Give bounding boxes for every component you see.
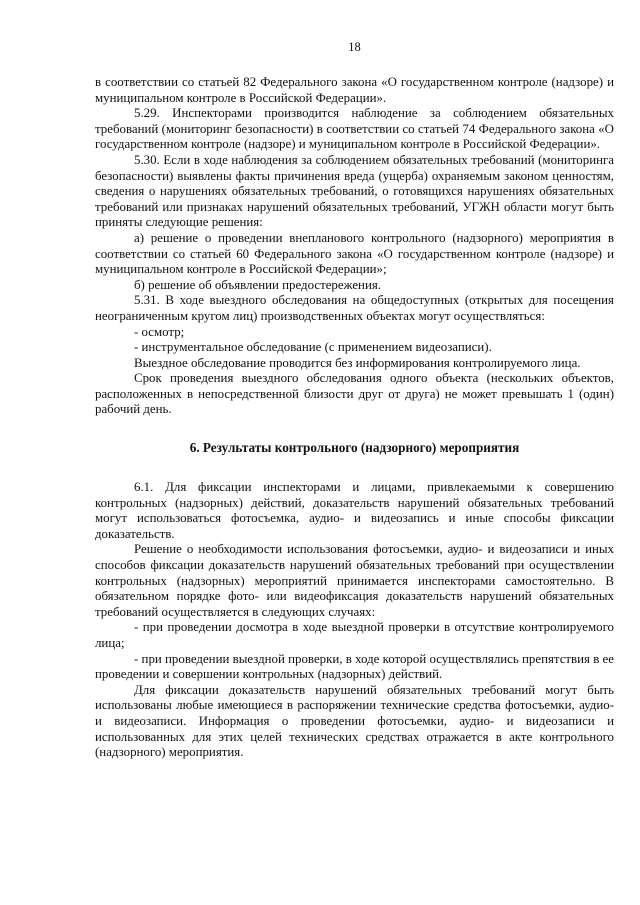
paragraph: Для фиксации доказательств нарушений обязательных требований могут быть использованы любые имеющиеся в распоряжении технические средства фотосъемки, аудио- и видеозаписи. Информация о проведении фотосъемки, аудио- и видеозаписи и использованных для этих целей технических средствах отражается в акте контрольного (надзорного) мероприятия. (95, 682, 614, 760)
paragraph: Решение о необходимости использования фотосъемки, аудио- и видеозаписи и иных способов фиксации доказательств нарушений обязательных требований при осуществлении контрольных (надзорных) мероприятий принимается инспекторами самостоятельно. В обязательном порядке фото- или видеофиксация доказательств нарушений обязательных требований осуществляется в следующих случаях: (95, 542, 614, 619)
list-item-instrumental: - инструментальное обследование (с применением видеозаписи). (134, 340, 492, 355)
paragraph-5-29: 5.29. Инспекторами производится наблюдение за соблюдением обязательных требований (мониторинг безопасности) в соответствии со статьей 74 Федерального закона «О государственном контроле (надзоре) и муниципальном контроле в Российской Федерации». (95, 106, 614, 152)
paragraph-5-30: 5.30. Если в ходе наблюдения за соблюдением обязательных требований (мониторинга безопасности) выявлены факты причинения вреда (ущерба) охраняемым законом ценностям, сведения о нарушениях обязательных требований, о готовящихся нарушениях обязательных требований или признаках нарушений обязательных требований, УГЖН области могут быть приняты следующие решения: (95, 152, 614, 230)
paragraph: Выездное обследование проводится без информирования контролируемого лица. (134, 355, 581, 370)
paragraph: в соответствии со статьей 82 Федерального закона «О государственном контроле (надзоре) и муниципальном контроле в Российской Федерации». (95, 75, 614, 105)
list-item-inspection: - осмотр; (134, 324, 185, 339)
body-after-section (95, 480, 614, 761)
body-before-section (95, 75, 614, 418)
paragraph: Срок проведения выездного обследования одного объекта (нескольких объектов, расположенных в непосредственной близости друг от друга) не может превышать 1 (один) рабочий день. (95, 371, 614, 417)
list-item-a: а) решение о проведении внепланового контрольного (надзорного) мероприятия в соответствии со статьей 60 Федерального закона «О государственном контроле (надзоре) и муниципальном контроле в Российской Федерации»; (95, 230, 614, 277)
list-item: - при проведении выездной проверки, в ходе которой осуществлялись препятствия в ее проведении и совершении контрольных (надзорных) действий. (95, 651, 614, 682)
section-heading: 6. Результаты контрольного (надзорного) мероприятия (189, 440, 520, 456)
paragraph-5-31: 5.31. В ходе выездного обследования на общедоступных (открытых для посещения неограниченным кругом лиц) производственных объектах могут осуществляться: (95, 293, 614, 323)
list-item: - при проведении досмотра в ходе выездной проверки в отсутствие контролируемого лица; (95, 620, 614, 650)
page-number: 18 (348, 40, 361, 54)
list-item-b: б) решение об объявлении предостережения. (134, 277, 381, 292)
paragraph-6-1: 6.1. Для фиксации инспекторами и лицами, привлекаемыми к совершению контрольных (надзорных) действий, доказательств нарушений обязательных требований могут использоваться фотосъемка, аудио- и видеозапись и иные способы фиксации доказательств. (95, 480, 614, 541)
